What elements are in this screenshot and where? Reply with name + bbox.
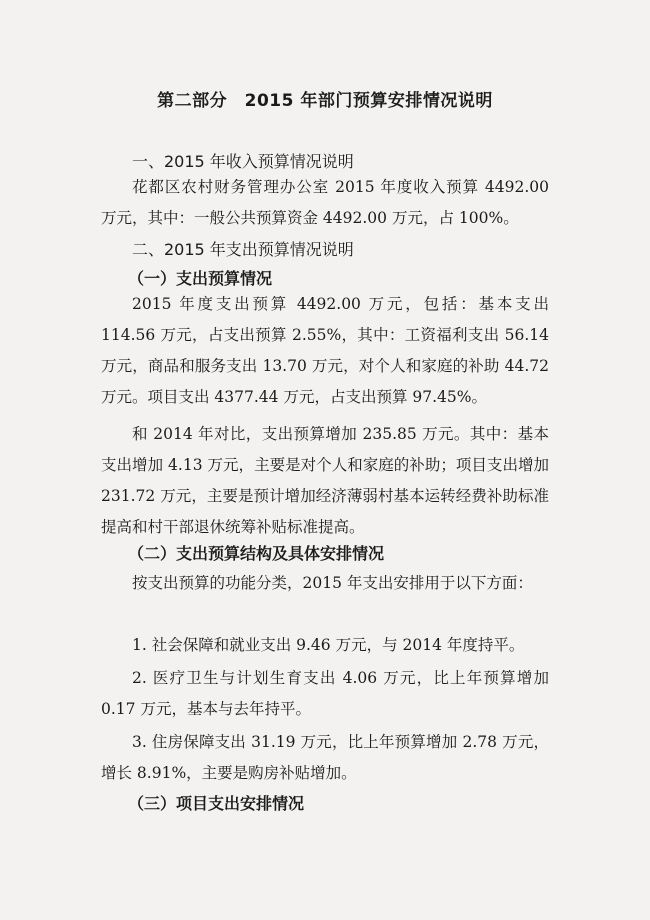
- list-item-social-security: 1. 社会保障和就业支出 9.46 万元，与 2014 年度持平。: [132, 636, 525, 654]
- subsection-heading-project-expense: （三）项目支出安排情况: [128, 794, 305, 813]
- section-heading-income: 一、2015 年收入预算情况说明: [132, 152, 354, 171]
- subsection-heading-expense-budget: （一）支出预算情况: [128, 269, 273, 288]
- paragraph-structure-intro: 按支出预算的功能分类，2015 年支出安排用于以下方面：: [132, 574, 533, 592]
- paragraph-expense-comparison: 和 2014 年对比，支出预算增加 235.85 万元。其中：基本支出增加 4.13 万元，主要是对个人和家庭的补助；项目支出增加 231.72 万元，主要是预计增加经济薄弱村基本运转经费补助标准提高和村干部退休统筹补贴标准提高。: [101, 425, 549, 536]
- section-heading-expense: 二、2015 年支出预算情况说明: [132, 240, 354, 259]
- page-title: 第二部分 2015 年部门预算安排情况说明: [157, 91, 493, 111]
- list-item-housing: 3. 住房保障支出 31.19 万元，比上年预算增加 2.78 万元，增长 8.91%，主要是购房补贴增加。: [101, 733, 549, 782]
- paragraph-income: 花都区农村财务管理办公室 2015 年度收入预算 4492.00 万元，其中：一般公共预算资金 4492.00 万元，占 100%。: [101, 178, 549, 227]
- subsection-heading-structure: （二）支出预算结构及具体安排情况: [128, 544, 385, 563]
- list-item-health: 2. 医疗卫生与计划生育支出 4.06 万元，比上年预算增加 0.17 万元，基本与去年持平。: [101, 669, 549, 718]
- paragraph-expense-budget: 2015 年度支出预算 4492.00 万元，包括：基本支出 114.56 万元，占支出预算 2.55%，其中：工资福利支出 56.14 万元，商品和服务支出 13.70 万元，对个人和家庭的补助 44.72 万元。项目支出 4377.44 万元，占支出预算 97.45%。: [101, 295, 549, 406]
